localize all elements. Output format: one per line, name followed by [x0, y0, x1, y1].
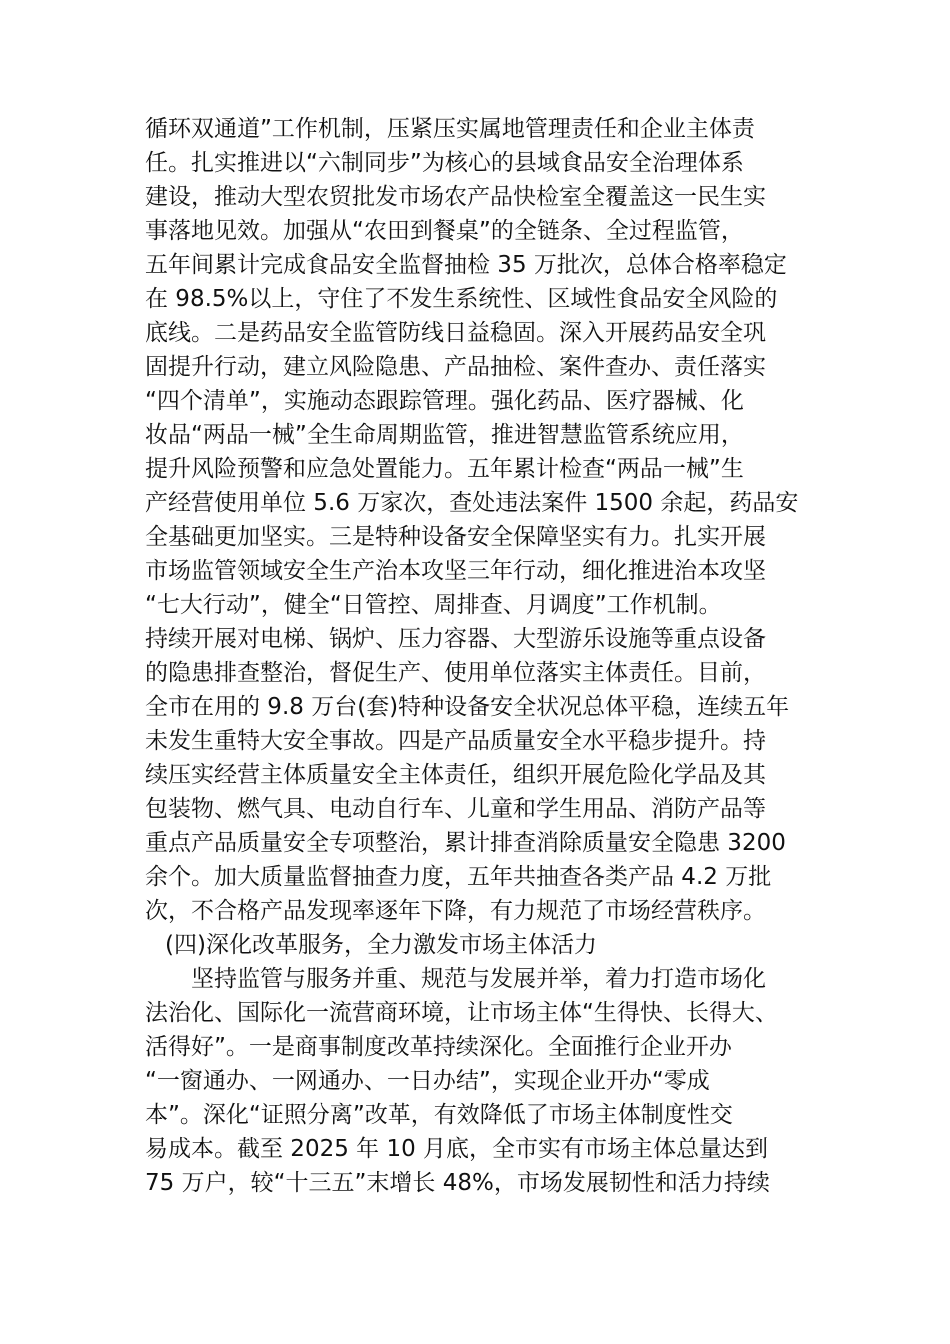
text-line: 75 万户，较“十三五”末增长 48%，市场发展韧性和活力持续 — [145, 1170, 770, 1196]
text-line: 提升风险预警和应急处置能力。五年累计检查“两品一械”生 — [145, 456, 744, 482]
text-line: 活得好”。一是商事制度改革持续深化。全面推行企业开办 — [145, 1034, 732, 1060]
text-line: “七大行动”，健全“日管控、周排查、月调度”工作机制。 — [145, 592, 722, 618]
text-line: 底线。二是药品安全监管防线日益稳固。深入开展药品安全巩 — [145, 320, 766, 346]
text-line: 事落地见效。加强从“农田到餐桌”的全链条、全过程监管， — [145, 218, 744, 244]
text-line: 妆品“两品一械”全生命周期监管，推进智慧监管系统应用， — [145, 422, 744, 448]
text-line: 五年间累计完成食品安全监督抽检 35 万批次，总体合格率稳定 — [145, 252, 787, 278]
text-line: 易成本。截至 2025 年 10 月底，全市实有市场主体总量达到 — [145, 1136, 769, 1162]
text-line: 包装物、燃气具、电动自行车、儿童和学生用品、消防产品等 — [145, 796, 766, 822]
text-line: “四个清单”，实施动态跟踪管理。强化药品、医疗器械、化 — [145, 388, 744, 414]
text-line: 循环双通道”工作机制，压紧压实属地管理责任和企业主体责 — [145, 116, 755, 142]
paragraph-first-line: 坚持监管与服务并重、规范与发展并举，着力打造市场化 — [191, 966, 766, 992]
text-line: 本”。深化“证照分离”改革，有效降低了市场主体制度性交 — [145, 1102, 733, 1128]
section-heading: (四)深化改革服务，全力激发市场主体活力 — [165, 932, 597, 958]
text-line: 全基础更加坚实。三是特种设备安全保障坚实有力。扎实开展 — [145, 524, 766, 550]
text-line: 固提升行动，建立风险隐患、产品抽检、案件查办、责任落实 — [145, 354, 766, 380]
text-line: 未发生重特大安全事故。四是产品质量安全水平稳步提升。持 — [145, 728, 766, 754]
text-line: 市场监管领域安全生产治本攻坚三年行动，细化推进治本攻坚 — [145, 558, 766, 584]
text-line: 续压实经营主体质量安全主体责任，组织开展危险化学品及其 — [145, 762, 766, 788]
text-line: 建设，推动大型农贸批发市场农产品快检室全覆盖这一民生实 — [145, 184, 766, 210]
text-line: 在 98.5%以上，守住了不发生系统性、区域性食品安全风险的 — [145, 286, 778, 312]
text-line: 任。扎实推进以“六制同步”为核心的县域食品安全治理体系 — [145, 150, 744, 176]
text-line: 重点产品质量安全专项整治，累计排查消除质量安全隐患 3200 — [145, 830, 786, 856]
text-line: 全市在用的 9.8 万台(套)特种设备安全状况总体平稳，连续五年 — [145, 694, 790, 720]
text-line: 次，不合格产品发现率逐年下降，有力规范了市场经营秩序。 — [145, 898, 766, 924]
text-line: 的隐患排查整治，督促生产、使用单位落实主体责任。目前， — [145, 660, 766, 686]
text-line: “一窗通办、一网通办、一日办结”，实现企业开办“零成 — [145, 1068, 710, 1094]
text-line: 持续开展对电梯、锅炉、压力容器、大型游乐设施等重点设备 — [145, 626, 766, 652]
text-line: 法治化、国际化一流营商环境，让市场主体“生得快、长得大、 — [145, 1000, 778, 1026]
body-text — [145, 112, 810, 1200]
text-line: 余个。加大质量监督抽查力度，五年共抽查各类产品 4.2 万批 — [145, 864, 772, 890]
text-line: 产经营使用单位 5.6 万家次，查处违法案件 1500 余起，药品安 — [145, 490, 799, 516]
